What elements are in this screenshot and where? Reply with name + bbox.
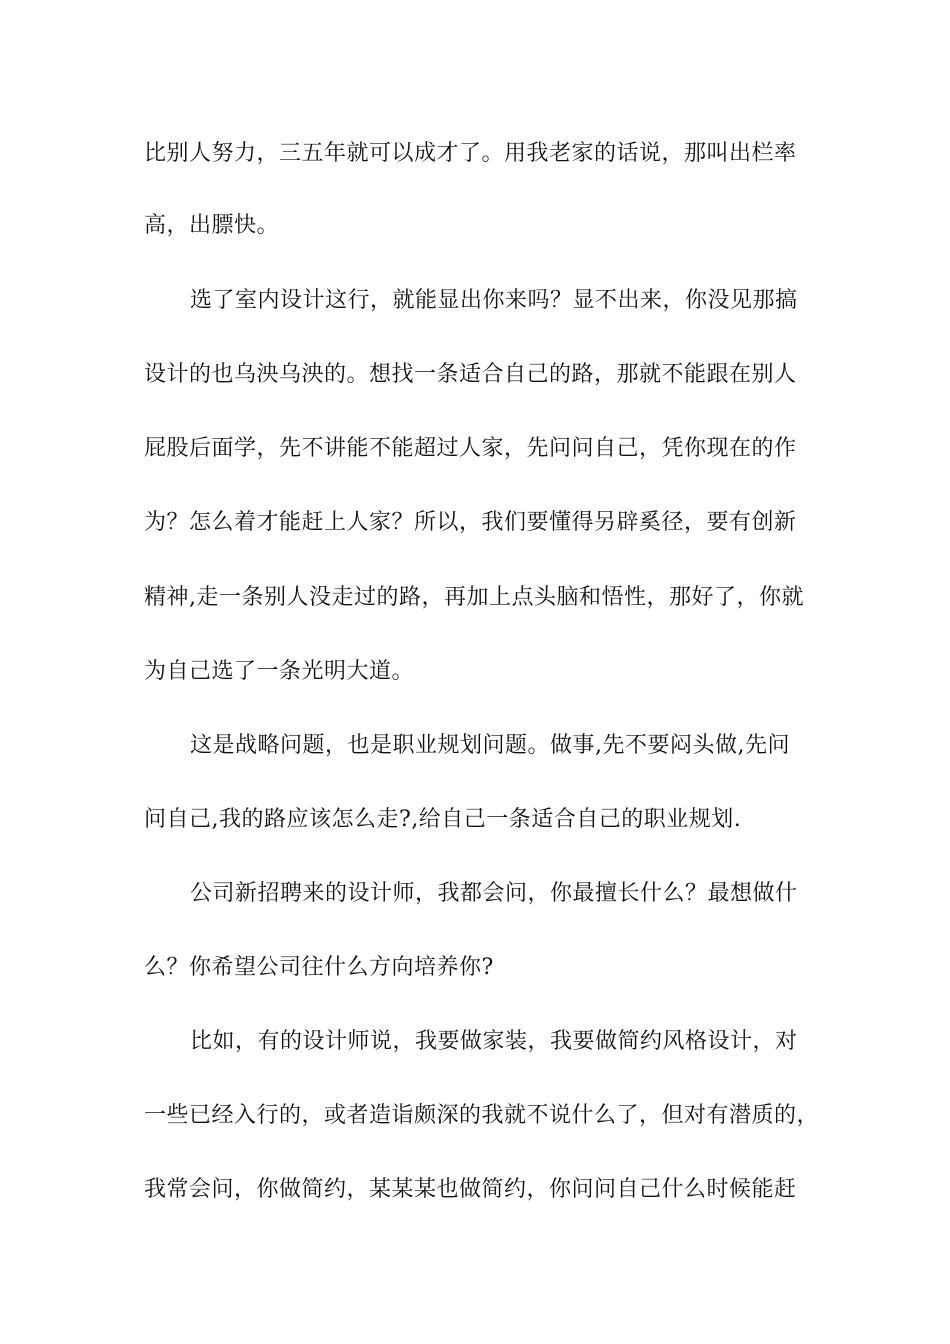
paragraph-line: 么？你希望公司往什么方向培养你?	[144, 955, 494, 980]
paragraph-line: 问自己,我的路应该怎么走?,给自己一条适合自己的职业规划.	[144, 807, 742, 832]
paragraph-line: 比别人努力，三五年就可以成才了。用我老家的话说，那叫出栏率	[144, 141, 797, 166]
paragraph-line: 高，出膘快。	[144, 213, 280, 238]
paragraph-line: 精神,走一条别人没走过的路，再加上点头脑和悟性，那好了，你就	[144, 585, 804, 610]
paragraph-line: 我常会问，你做简约，某某某也做简约，你问问自己什么时候能赶	[144, 1177, 797, 1202]
paragraph-line: 设计的也乌泱乌泱的。想找一条适合自己的路，那就不能跟在别人	[144, 362, 797, 387]
paragraph-line: 公司新招聘来的设计师，我都会问，你最擅长什么？最想做什	[190, 881, 798, 906]
paragraph-line: 比如，有的设计师说，我要做家装，我要做简约风格设计，对	[190, 1029, 798, 1054]
paragraph-line: 选了室内设计这行，就能显出你来吗？显不出来，你没见那搞	[190, 288, 798, 313]
paragraph-line: 这是战略问题，也是职业规划问题。做事,先不要闷头做,先问	[190, 733, 790, 758]
paragraph-line: 为？怎么着才能赶上人家？所以，我们要懂得另辟奚径，要有创新	[144, 510, 797, 535]
paragraph-line: 一些已经入行的，或者造诣颇深的我就不说什么了，但对有潜质的，	[144, 1103, 820, 1128]
paragraph-line: 为自己选了一条光明大道。	[144, 659, 415, 684]
paragraph-line: 屁股后面学，先不讲能不能超过人家，先问问自己，凭你现在的作	[144, 436, 797, 461]
